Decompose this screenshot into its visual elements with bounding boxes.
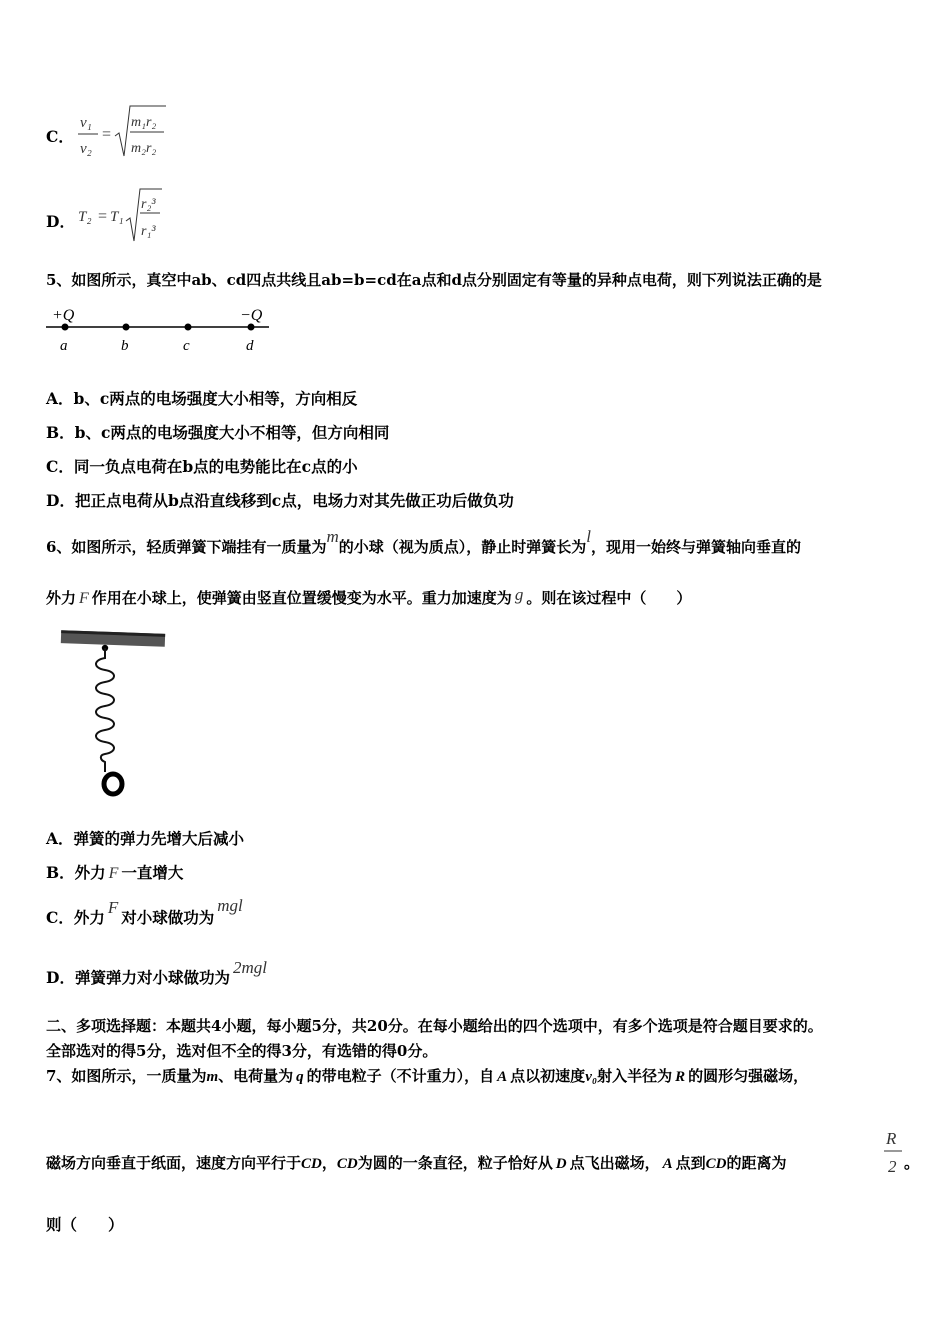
optC-expr: mgl: [217, 896, 243, 915]
q5-option-c: C．同一负点电荷在b点的电势能比在c点的小: [46, 457, 358, 476]
q7-then: 则（ ）: [46, 1215, 124, 1234]
q4-option-c-label: C．: [46, 127, 74, 146]
q6-stem-line2: 外力 F 作用在小球上，使弹簧由竖直位置缓慢变为水平。重力加速度为 g 。则在该过程中（ ）: [46, 585, 692, 607]
q5-option-d: D．把正点电荷从b点沿直线移到c点，电场力对其先做正功后做负功: [46, 491, 514, 510]
q5-option-b: B．b、c两点的电场强度大小不相等，但方向相同: [46, 423, 390, 442]
q5-option-a: A．b、c两点的电场强度大小相等，方向相反: [46, 389, 358, 408]
d-lhs: T₂: [78, 209, 92, 225]
svg-text:R: R: [886, 1129, 897, 1148]
q7-stem-line1: 7、如图所示，一质量为m、电荷量为 q 的带电粒子（不计重力），自 A 点以初速度v₀射入半径为 R 的圆形匀强磁场，: [46, 1067, 809, 1085]
q4-option-d-formula: [74, 183, 174, 245]
q4-option-c-formula: [74, 100, 174, 162]
svg-text:2: 2: [888, 1157, 897, 1176]
c-lhs-den: v₂: [80, 141, 92, 157]
var-m: m: [326, 527, 339, 546]
q6-option-a: A．弹簧的弹力先增大后减小: [46, 829, 245, 848]
c-rad-num: m₁r₂: [131, 115, 157, 130]
q6-option-d: D．弹簧弹力对小球做功为2mgl: [46, 958, 267, 987]
d-factor: T₁: [110, 209, 124, 225]
var-F: F: [79, 590, 89, 607]
section2-line2: 全部选对的得5分，选对但不全的得3分，有选错的得0分。: [46, 1042, 438, 1060]
q6-option-c: C．外力F对小球做功为mgl: [46, 896, 243, 927]
section2-line1: 二、多项选择题：本题共4小题，每小题5分，共20分。在每小题给出的四个选项中，有多个选项是符合题目要求的。: [46, 1017, 823, 1035]
charge-right-label: −Q: [240, 307, 263, 324]
q6-spring-figure: [58, 624, 173, 802]
point-c-label: c: [183, 338, 190, 354]
q4-option-d-label: D．: [46, 212, 75, 231]
q7-stem-line2-end: 。: [904, 1153, 920, 1172]
c-lhs-num: v₁: [80, 115, 92, 131]
var-l: l: [586, 527, 591, 546]
d-eq: =: [98, 208, 108, 225]
q7-stem-line2: 磁场方向垂直于纸面，速度方向平行于CD，CD为圆的一条直径，粒子恰好从 D 点飞出磁场， A 点到CD的距离为: [46, 1154, 787, 1172]
point-d-label: d: [246, 338, 254, 354]
point-a-label: a: [60, 338, 68, 354]
c-eq: =: [102, 126, 112, 143]
q5-figure-charges-line: [44, 302, 274, 358]
q6-stem-line1: 6、如图所示，轻质弹簧下端挂有一质量为m的小球（视为质点），静止时弹簧长为l，现用一始终与弹簧轴向垂直的: [46, 527, 801, 556]
q5-stem: 5、如图所示，真空中ab、cd四点共线且ab=b=cd在a点和d点分别固定有等量的异种点电荷，则下列说法正确的是: [46, 271, 822, 289]
optB-var-F: F: [108, 865, 119, 882]
c-rad-den: m₂r₂: [131, 141, 157, 156]
d-rad-den: r₁³: [141, 224, 156, 239]
optD-expr: 2mgl: [232, 958, 267, 977]
var-g: g: [514, 585, 524, 604]
charge-left-label: +Q: [52, 307, 75, 324]
point-b-label: b: [121, 338, 129, 354]
q6-option-b: B．外力 F 一直增大: [46, 863, 184, 882]
optC-var-F: F: [107, 898, 119, 917]
d-rad-num: r₂³: [141, 197, 156, 212]
